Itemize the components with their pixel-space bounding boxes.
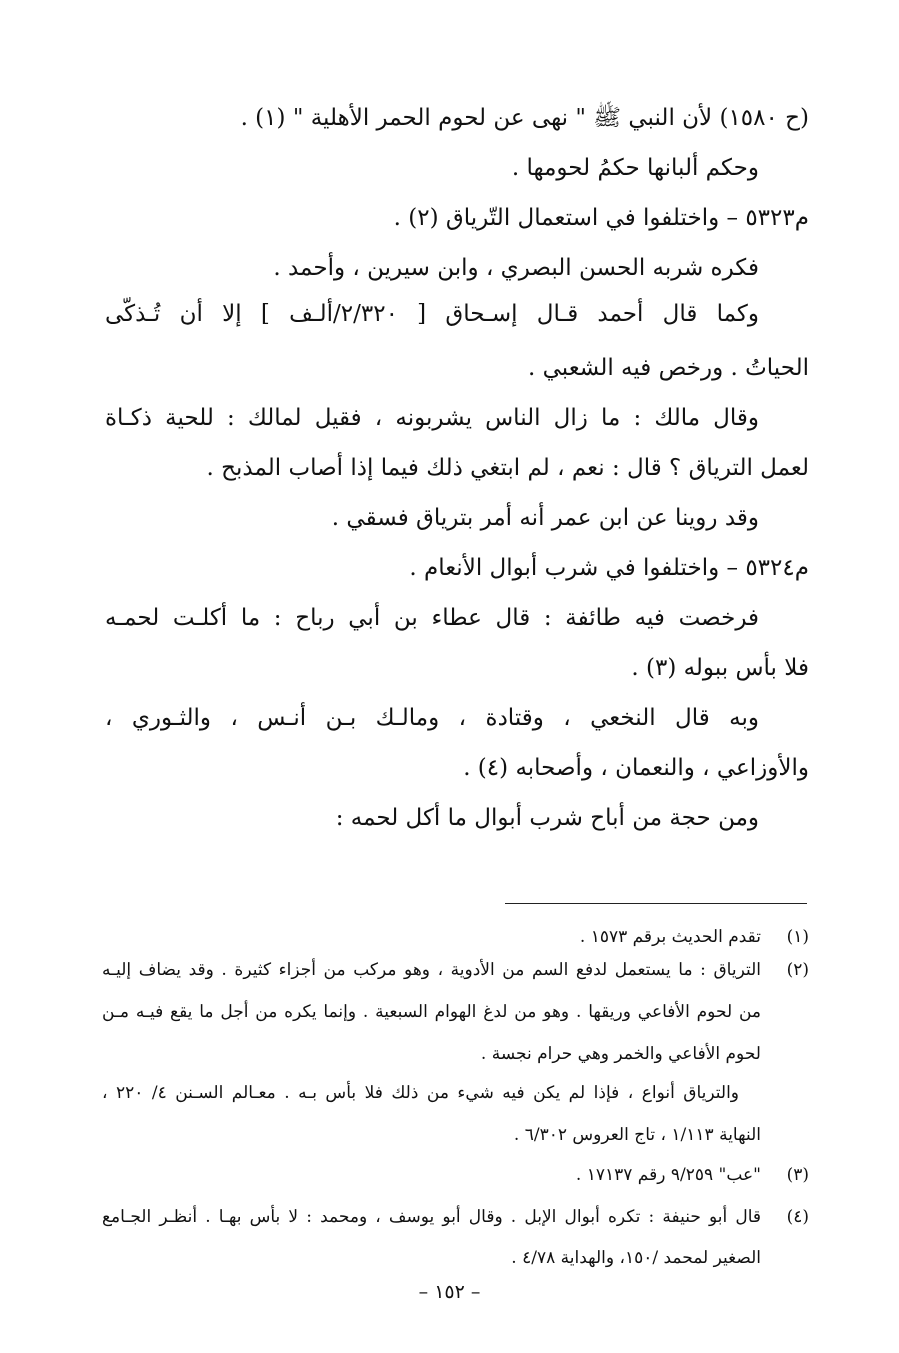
page-number: – ١٥٢ – (418, 1281, 481, 1303)
footnote-2-line-5: النهاية ١/١١٣ ، تاج العروس ٦/٣٠٢ . (513, 1125, 761, 1145)
footnote-text: قال أبو حنيفة : تكره أبوال الإبل . وقال أبو يوسف ، ومحمد : لا بأس بهـا . أنظـر الجـامع (102, 1207, 761, 1227)
footnote-number: (٢) (786, 960, 809, 980)
footnote-1 (580, 925, 809, 949)
text-line-hadith-1580: (ح ١٥٨٠) لأن النبي ﷺ " نهى عن لحوم الحمر الأهلية " (١) . (240, 105, 809, 131)
footnote-2-line-2: من لحوم الأفاعي وريقها . وهو من لدغ الهوام السبعية . وإنما يكره من أجل ما يقع فيـه مـن (102, 1002, 761, 1022)
text-line-no-harm-urine: فلا بأس ببوله (٣) . (631, 655, 809, 681)
text-line-malik-answer: لعمل الترياق ؟ قال : نعم ، لم ابتغي ذلك فيما إذا أصاب المذبح . (206, 455, 809, 481)
footnote-4-line-2: الصغير لمحمد /١٥٠، والهداية ٤/٧٨ . (511, 1248, 761, 1268)
footnote-number: (١) (786, 927, 809, 947)
footnote-2 (102, 958, 809, 982)
footnote-text: الترياق : ما يستعمل لدفع السم من الأدوية ، وهو مركب من أجزاء كثيرة . وقد يضاف إليـه (102, 960, 761, 980)
text-line-milk-ruling: وحكم ألبانها حكمُ لحومها . (511, 155, 759, 181)
footnote-separator (505, 903, 807, 904)
footnote-number: (٤) (786, 1207, 809, 1227)
footnote-2-line-4: والترياق أنواع ، فإذا لم يكن فيه شيء من ذلك فلا بأس بـه . معـالم السـنن ٤/ ٢٢٠ ، (102, 1083, 740, 1103)
text-line-ishaq-opinion: وكما قال أحمد قـال إسـحاق [ ٢/٣٢٠/ألـف ] إلا أن تُـذكّى (105, 301, 759, 327)
footnote-number: (٣) (786, 1165, 809, 1185)
footnote-4 (102, 1205, 809, 1229)
footnote-2-line-3: لحوم الأفاعي والخمر وهي حرام نجسة . (480, 1044, 761, 1064)
footnote-3 (576, 1163, 809, 1187)
footnote-text: "عب" ٩/٢٥٩ رقم ١٧١٣٧ . (575, 1165, 761, 1185)
text-line-disliked-by: فكره شربه الحسن البصري ، وابن سيرين ، وأحمد . (273, 255, 759, 281)
text-line-issue-5323-heading: م٥٣٢٣ – واختلفوا في استعمال التّرياق (٢) . (393, 205, 809, 231)
text-line-issue-5324-heading: م٥٣٢٤ – واختلفوا في شرب أبوال الأنعام . (409, 555, 809, 581)
text-line-shabi-permission: الحياتُ . ورخص فيه الشعبي . (527, 355, 809, 381)
text-line-ata-opinion: فرخصت فيه طائفة : قال عطاء بن أبي رباح : ما أكلـت لحمـه (105, 605, 759, 631)
text-line-nakhai-list: وبه قال النخعي ، وقتادة ، ومالـك بـن أنـس ، والثـوري ، (105, 705, 759, 731)
text-line-proof-intro: ومن حجة من أباح شرب أبوال ما أكل لحمه : (335, 805, 759, 831)
text-line-malik-said: وقال مالك : ما زال الناس يشربونه ، فقيل لمالك : للحية ذكـاة (105, 405, 759, 431)
text-line-awzai-list: والأوزاعي ، والنعمان ، وأصحابه (٤) . (463, 755, 809, 781)
text-line-ibn-umar: وقد روينا عن ابن عمر أنه أمر بترياق فسقي . (331, 505, 759, 531)
footnote-text: تقدم الحديث برقم ١٥٧٣ . (579, 927, 761, 947)
